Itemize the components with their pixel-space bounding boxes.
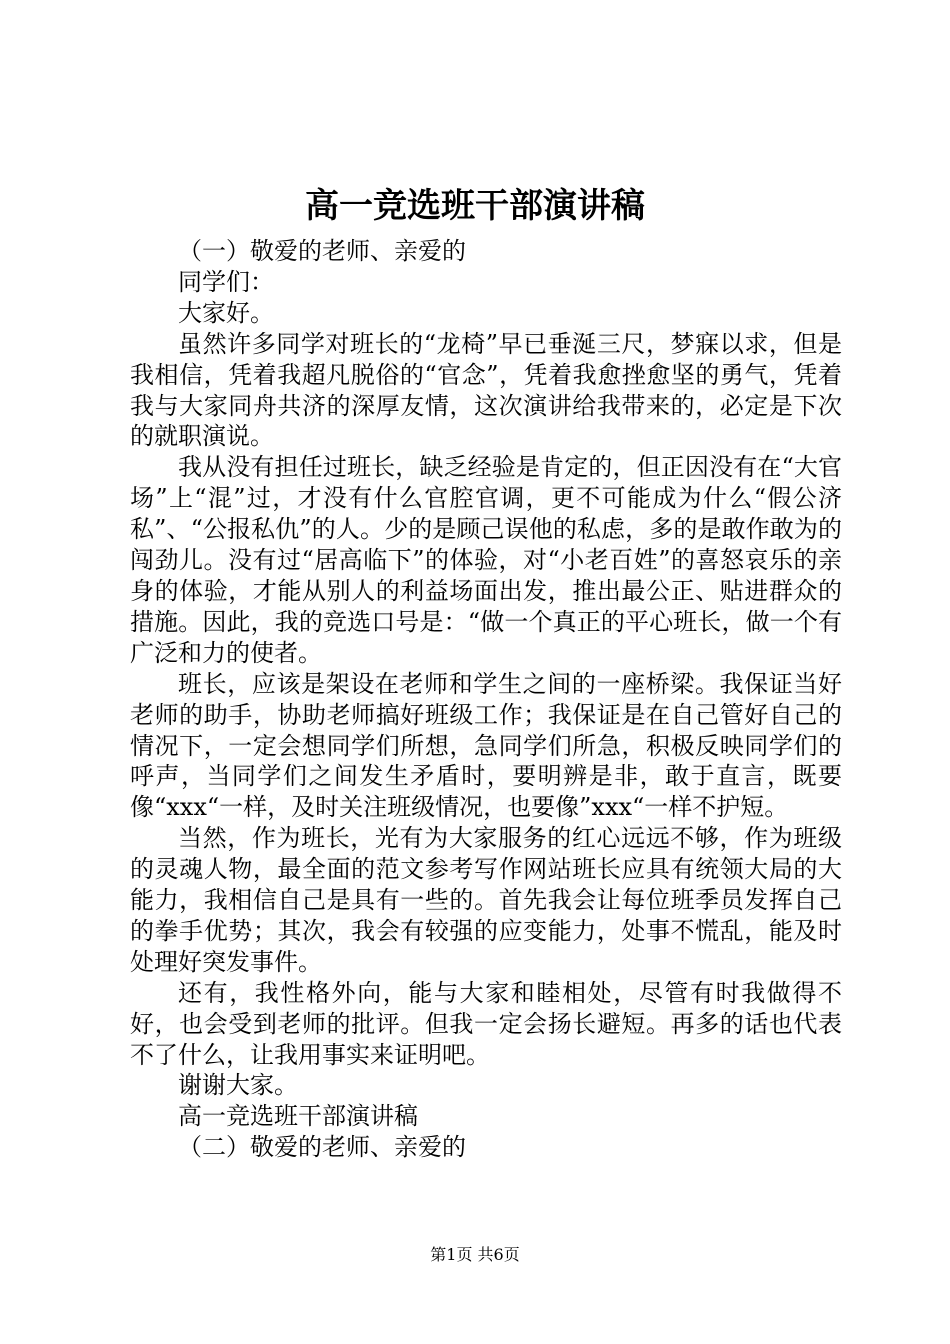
paragraph-body-4: 当然，作为班长，光有为大家服务的红心远远不够，作为班级的灵魂人物，最全面的范文参考写作网站班长应具有统领大局的大能力，我相信自己是具有一些的。首先我会让每位班季员发挥自己的拳手优势；其次，我会有较强的应变能力，处事不慌乱，能及时处理好突发事件。	[130, 824, 842, 976]
paragraph-second-title: 高一竞选班干部演讲稿	[178, 1102, 418, 1131]
paragraph-body-5: 还有，我性格外向，能与大家和睦相处，尽管有时我做得不好，也会受到老师的批评。但我一定会扬长避短。再多的话也代表不了什么，让我用事实来证明吧。	[130, 978, 842, 1069]
paragraph-thanks: 谢谢大家。	[178, 1071, 298, 1100]
document-title: 高一竞选班干部演讲稿	[305, 186, 645, 226]
paragraph-greeting-1: （一）敬爱的老师、亲爱的	[178, 237, 466, 265]
document-body	[130, 236, 842, 1163]
paragraph-body-1: 虽然许多同学对班长的“龙椅”早已垂涎三尺，梦寐以求，但是我相信，凭着我超凡脱俗的“官念”，凭着我愈挫愈坚的勇气，凭着我与大家同舟共济的深厚友情，这次演讲给我带来的，必定是下次的就职演说。	[130, 329, 842, 451]
page-number-footer: 第1页 共6页	[430, 1245, 520, 1264]
paragraph-hello: 大家好。	[178, 298, 274, 327]
paragraph-greeting-2: 同学们：	[178, 267, 274, 296]
paragraph-body-2: 我从没有担任过班长，缺乏经验是肯定的，但正因没有在“大官场”上“混”过，才没有什么官腔官调，更不可能成为什么“假公济私”、“公报私仇”的人。少的是顾己误他的私虑，多的是敢作敢为的闯劲儿。没有过“居高临下”的体验，对“小老百姓”的喜怒哀乐的亲身的体验，才能从别人的利益场面出发，推出最公正、贴进群众的措施。因此，我的竞选口号是：“做一个真正的平心班长，做一个有广泛和力的使者。	[130, 453, 842, 667]
paragraph-body-3: 班长，应该是架设在老师和学生之间的一座桥梁。我保证当好老师的助手，协助老师搞好班级工作；我保证是在自己管好自己的情况下，一定会想同学们所想，急同学们所急，积极反映同学们的呼声，当同学们之间发生矛盾时，要明辨是非，敢于直言，既要像“xxx“一样，及时关注班级情况，也要像”xxx“一样不护短。	[130, 669, 842, 822]
paragraph-second-greeting: （二）敬爱的老师、亲爱的	[178, 1133, 466, 1162]
